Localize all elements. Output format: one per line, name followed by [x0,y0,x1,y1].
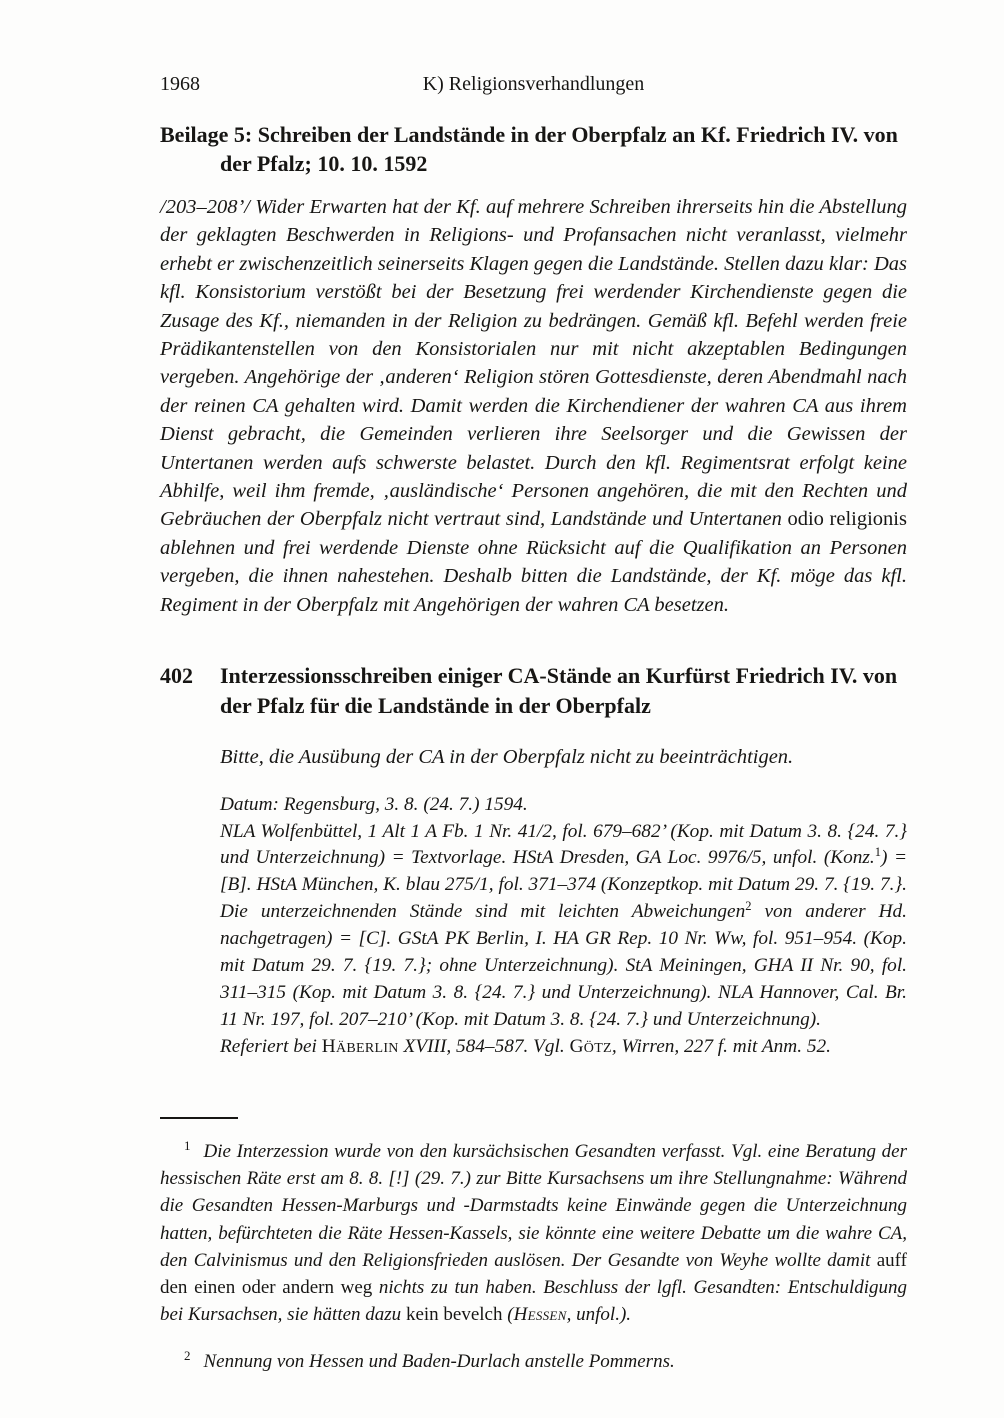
footnote-ref-2: 2 [745,899,752,914]
footnote-separator [160,1117,238,1119]
footnote-1-quote-2: kein bevelch [405,1304,503,1326]
source-text-2: ) = [B]. HStA München, K. blau 275/1, fol. 371–374 (Konzeptkop. mit Datum 29. 7. {19. 7.}. Die unterzeichnenden Stände sind mit leichten Abweichungen [220,847,907,923]
text-block [160,72,907,1394]
footnote-ref-1: 1 [874,845,882,860]
literature-line [220,1034,907,1061]
footnote-1 [160,1138,907,1329]
regest-text-1: /203–208’/ Wider Erwarten hat der Kf. auf mehrere Schreiben ihrerseits hin die Abstellung der geklagten Beschwerden in Religions- und Profansachen nicht veranlasst, vielmehr erhebt er zwischenzeitlich seinerseits Klagen gegen die Landstände. Stellen dazu klar: Das kfl. Konsistorium verstößt bei der Besetzung frei werdender Kirchendienste gegen die Zusage des Kf., niemanden in der Religion zu bedrängen. Gemäß kfl. Befehl werden freie Prädikantenstellen von den Konsistorialen nur mit nicht akzeptablen Bedingungen vergeben. Angehörige der ‚anderen‘ Religion stören Gottesdienste, deren Abendmahl nach der reinen CA gehalten wird. Damit werden die Kirchendiener der wahren CA aus ihrem Dienst gebracht, die Gemeinden verlieren ihre Seelsorger und die Gewissen der Untertanen werden aufs schwerste belastet. Durch den kfl. Regimentsrat erfolgt keine Abhilfe, weil ihm fremde, ‚ausländische‘ Personen angehören, die mit den Rechten und Gebräuchen der Oberpfalz nicht vertraut sind, Landstände und Untertanen [160,196,907,531]
regest-text-2: ablehnen und frei werdende Dienste ohne Rücksicht auf die Qualifikation an Personen vergeben, die ihnen nahestehen. Deshalb bitten die Landstände, der Kf. möge das kfl. Regiment in der Oberpfalz mit Angehörigen der wahren CA besetzen. [160,536,907,616]
lit-author-goetz: Götz [569,1035,612,1057]
lit-text-3: , Wirren, 227 f. mit Anm. 52. [611,1035,831,1057]
page-number: 1968 [160,73,200,95]
footnote-1-quote-1: auff den einen oder andern weg [160,1249,907,1299]
footnote-1-text-2: nichts zu tun haben. Beschluss der lgfl. Gesandten: Entschuldigung bei Kursachsen, sie hätten dazu [160,1277,907,1326]
beilage-regest [160,193,907,619]
lit-author-haeberlin: Häberlin [321,1035,399,1057]
footnote-1-marker: 1 [184,1137,191,1153]
page-header [160,72,907,96]
footnote-1-text-3: ( [502,1304,514,1326]
footnote-2-text: Nennung von Hessen und Baden-Durlach anstelle Pommerns. [203,1350,675,1372]
source-datum-line: Datum: Regensburg, 3. 8. (24. 7.) 1594. [220,793,528,815]
beilage-heading: Beilage 5: Schreiben der Landstände in der Oberpfalz an Kf. Friedrich IV. von der Pfalz; 10. 10. 1592 [160,122,898,176]
footnote-2 [160,1348,907,1375]
running-head: K) Religionsverhandlungen [422,73,645,95]
footnotes-section [160,1138,907,1375]
document-item-402 [160,661,907,1061]
item-regest: Bitte, die Ausübung der CA in der Oberpfalz nicht zu beeinträchtigen. [220,746,794,769]
source-text-1: NLA Wolfenbüttel, 1 Alt 1 A Fb. 1 Nr. 41/2, fol. 679–682’ (Kop. mit Datum 3. 8. {24. 7.} und Unterzeichnung) = Textvorlage. HStA Dresden, GA Loc. 9976/5, unfol. (Konz. [220,820,907,869]
source-note [220,792,907,1061]
lit-text-2: XVIII, 584–587. Vgl. [398,1035,570,1057]
footnote-1-archive-siglum: Hessen [513,1304,567,1326]
footnote-2-marker: 2 [184,1347,191,1363]
item-heading-text: Interzessionsschreiben einiger CA-Stände an Kurfürst Friedrich IV. von der Pfalz für die Landstände in der Oberpfalz [220,663,898,718]
source-text-3: von anderer Hd. nachgetragen) = [C]. GStA PK Berlin, I. HA GR Rep. 10 Nr. Ww, fol. 951–954. (Kop. mit Datum 29. 7. {19. 7.}; ohne Unterzeichnung). StA Meiningen, GHA II Nr. 90, fol. 311–315 (Kop. mit Datum 3. 8. {24. 7.} und Unterzeichnung). NLA Hannover, Cal. Br. 11 Nr. 197, fol. 207–210’ (Kop. mit Datum 3. 8. {24. 7.} und Unterzeichnung). [220,901,907,1030]
regest-latin-phrase: odio religionis [787,508,907,531]
item-number: 402 [160,663,193,689]
footnote-1-text-1: Die Interzession wurde von den kursächsischen Gesandten verfasst. Vgl. eine Beratung der hessischen Räte erst am 8. 8. [!] (29. 7.) zur Bitte Kursachsens um ihre Stellungnahme: Während die Gesandten Hessen-Marburgs und -Darmstadts keine Einwände gegen die Unterzeichnung hatten, befürchteten die Räte Hessen-Kassels, sie könnte eine weitere Debatte um die wahre CA, den Calvinismus und den Religionsfrieden auslösen. Der Gesandte von Weyhe wollte damit [160,1140,907,1271]
footnote-1-text-4: , unfol.). [566,1304,632,1326]
lit-text-1: Referiert bei [220,1035,322,1057]
item-body [220,743,907,1061]
item-heading [160,661,907,720]
source-archives [220,819,907,1034]
